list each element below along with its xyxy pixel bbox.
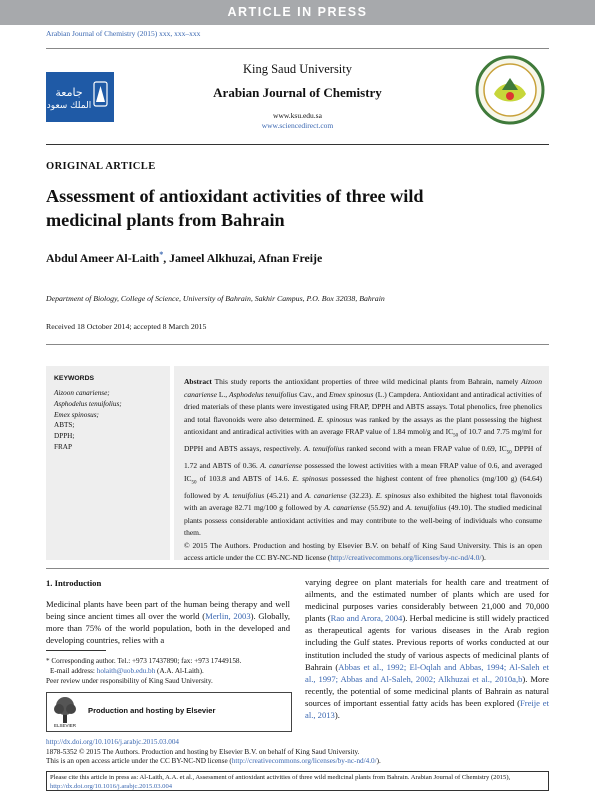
affiliation: Department of Biology, College of Science, University of Bahrain, Sakhir Campus, P.O. Box 32038, Bahrain [46, 294, 385, 303]
section-label: ORIGINAL ARTICLE [46, 161, 156, 172]
keyword-item: ABTS; [54, 421, 75, 430]
elsevier-hosting-text: Production and hosting by Elsevier [88, 706, 216, 715]
citation-link[interactable]: Freije et al., 2013 [305, 697, 549, 721]
svg-text:الملك سعود: الملك سعود [46, 101, 92, 111]
journal-citation-line[interactable]: Arabian Journal of Chemistry (2015) xxx, xxx–xxx [46, 29, 201, 38]
keywords-box [46, 366, 170, 560]
sciencedirect-url[interactable]: www.sciencedirect.com [261, 121, 334, 130]
footnote-mark: * [46, 657, 50, 665]
keyword-item: DPPH; [54, 432, 75, 441]
keyword-item: FRAP [54, 442, 72, 451]
email-link[interactable]: holaith@uob.edu.bh [96, 667, 156, 675]
author-1: Abdul Ameer Al-Laith [46, 250, 160, 265]
doi-link[interactable]: http://dx.doi.org/10.1016/j.arabjc.2015.03.004 [46, 738, 180, 746]
keywords-heading: KEYWORDS [54, 375, 95, 382]
title-bottom-rule [46, 344, 549, 345]
abstract-copyright: © 2015 The Authors. Production and hosting by Elsevier B.V. on behalf of King Saud University. This is an open access article under the CC BY-NC-ND license (http://creativecommons.org/licenses/by-nc-nd/4.0/). [184, 540, 542, 562]
title-line-2: medicinal plants from Bahrain [46, 210, 285, 230]
footnotes: * Corresponding author. Tel.: +973 17437890; fax: +973 17449158. E-mail address: holaith@uob.edu.bh (A.A. Al-Laith). Peer review under responsibility of King Saud University. [46, 657, 242, 685]
elsevier-wordmark: ELSEVIER [53, 723, 76, 728]
introduction-heading: 1. Introduction [46, 578, 102, 588]
bottom-metadata: http://dx.doi.org/10.1016/j.arabjc.2015.03.004 1878-5352 © 2015 The Authors. Production and hosting by Elsevier B.V. on behalf of King Saud University. This is an open access article under the CC BY-NC-ND license (http://creativecommons.org/licenses/by-nc-nd/4.0/). [46, 738, 549, 767]
citation-link[interactable]: Abbas et al., 1992; El-Oqlah and Abbas, 1994; Al-Saleh et al., 1997; Abbas and Al-Saleh, 2002; Alkhuzai et al., 2010a,b [305, 661, 549, 684]
footnote-rule [46, 650, 106, 651]
ksu-logo [46, 72, 114, 122]
authors-rest: , Jameel Alkhuzai, Afnan Freije [163, 250, 323, 265]
abstract-label: Abstract [184, 377, 212, 386]
license-link[interactable]: http://creativecommons.org/licenses/by-nc-nd/4.0/ [231, 757, 377, 765]
keyword-item: Asphodelus tenuifolius; [54, 399, 122, 408]
citation-link[interactable]: Merlin, 2003 [205, 611, 251, 622]
keywords-list [54, 388, 170, 453]
masthead-top-rule [46, 48, 549, 49]
university-name: King Saud University [242, 62, 353, 76]
ksu-url[interactable]: www.ksu.edu.sa [273, 111, 322, 120]
elsevier-box [46, 692, 292, 732]
title-line-1: Assessment of antioxidant activities of three wild [46, 186, 424, 206]
author-list [46, 250, 322, 266]
journal-name: Arabian Journal of Chemistry [213, 85, 382, 100]
cite-doi-link[interactable]: http://dx.doi.org/10.1016/j.arabjc.2015.03.004 [50, 783, 173, 790]
masthead-bottom-rule [46, 144, 549, 145]
keyword-item: Aizoon canariense; [54, 389, 110, 397]
received-dates: Received 18 October 2014; accepted 8 March 2015 [46, 322, 207, 331]
abstract-text: Abstract This study reports the antioxidant properties of three wild medicinal plants from Bahrain, namely Aizoon canariense L., Asphodelus tenuifolius Cav., and Emex spinosus (L.) Campdera. Antioxidant and antiradical activities of dried materials of these plants were investigated using FRAP, DPPH and ABTS assays. Total phenolics, free phenolics and total flavonoids were also determined. E. spinosus was ranked by the assays as the plant possessing the highest antioxidant and antiradical activities with an average FRAP value of 1.84 mmol/g and $IC_{50}$ of 10.7 and 7.75 mg/ml for DPPH and ABTS assays, respectively. A. tenuifolius ranked second with a mean FRAP value of 0.69, $IC_{50}$ DPPH of 1.72 and ABTS of 0.36. A. canariense possessed the lowest activities with a mean FRAP value of 0.6, and averaged $IC_{50}$ of 103.8 and ABTS of 14.6. E. spinosus possessed the highest content of free phenolics (mg/100 g) (64.64) followed by A. tenuifolius (45.21) and A. canariense (32.23). E. spinosus also exhibited the highest total flavonoids with an average 82.71 mg/100 g followed by A. canariense (55.92) and A. tenuifolius (49.10). The studied medicinal plants possess considerable antioxidant activities and may contribute to the well-being of individuals who consume them. © 2015 The Authors. Production and hosting by Elsevier B.V. on behalf of King Saud University. This is an open access article under the CC BY-NC-ND license (http://creativecommons.org/licenses/by-nc-nd/4.0/). [184, 376, 542, 565]
corresponding-mark[interactable]: * [159, 250, 164, 259]
article-in-press-banner: ARTICLE IN PRESS [0, 0, 595, 25]
journal-emblem [472, 50, 548, 130]
citation-link[interactable]: Rao and Arora, 2004 [330, 613, 403, 624]
cite-box: Please cite this article in press as: Al-Laith, A.A. et al., Assessment of antioxidant activities of three wild medicinal plants from Bahrain. Arabian Journal of Chemistry (2015), http://dx.doi.org/10.1016/j.arabjc.2015.03.004 [46, 771, 549, 791]
abstract-bottom-rule [46, 568, 549, 569]
svg-text:جامعة: جامعة [55, 86, 83, 99]
intro-paragraph-1: Medicinal plants have been part of the human being therapy and well being since ancient times all over the world (Merlin, 2003). Globally, more than 75% of the world population, both in the developed and developing countries, relies with a [46, 599, 291, 646]
keyword-item: Emex spinosus; [54, 410, 99, 419]
license-link[interactable]: http://creativecommons.org/licenses/by-nc-nd/4.0/ [330, 553, 482, 562]
intro-paragraph-2: varying degree on plant materials for health care and treatment of ailments, and the estimated number of plants which are used for medicinal purposes varies considerably between 21,000 and 70,000 plants (Rao and Arora, 2004). Herbal medicine is still widely practiced as therapeutical agents for various diseases in the Arab region including the Gulf states. Previous reports of works conducted at our institution included the study of various aspects of medicinal plants of Bahrain (Abbas et al., 1992; El-Oqlah and Abbas, 1994; Al-Saleh et al., 1997; Abbas and Al-Saleh, 2002; Alkhuzai et al., 2010a,b). More recently, the potential of some medicinal plants of Bahrain as natural sources of important essential fatty acids has been explored (Freije et al., 2013). [305, 577, 549, 721]
article-title [46, 184, 424, 232]
